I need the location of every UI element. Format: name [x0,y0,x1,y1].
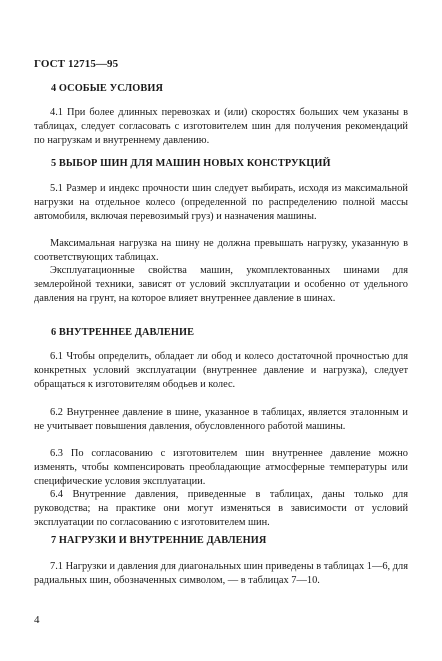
paragraph-4-1: 4.1 При более длинных перевозках и (или) скоростях больших чем указаны в таблицах, следует согласовать с изготовителем шин для получения рекомендаций по нагрузкам и внутреннему давлению. [34,107,408,146]
paragraph-5-2: Максимальная нагрузка на шину не должна превышать нагрузку, указанную в соответствующих таблицах. [34,238,408,263]
paragraph-7-1: 7.1 Нагрузки и давления для диагональных шин приведены в таблицах 1—6, для радиальных шин, обозначенных символом, — в таблицах 7—10. [34,561,408,586]
section-5-title: 5 ВЫБОР ШИН ДЛЯ МАШИН НОВЫХ КОНСТРУКЦИЙ [51,158,331,169]
paragraph-6-1: 6.1 Чтобы определить, обладает ли обод и колесо достаточной прочностью для конкретных условий эксплуатации (внутреннее давление и нагрузка), следует обращаться к изготовителям ободьев и колес. [34,351,408,390]
page-number: 4 [34,614,40,626]
paragraph-6-2: 6.2 Внутреннее давление в шине, указанное в таблицах, является эталонным и не учитывает повышения давления, обусловленного работой машины. [34,407,408,432]
paragraph-5-3: Эксплуатационные свойства машин, укомплектованных шинами для землеройной техники, зависят от условий эксплуатации и особенно от удельного давления на грунт, на которое влияет внутреннее давление в шинах. [34,265,408,304]
section-7-title: 7 НАГРУЗКИ И ВНУТРЕННИЕ ДАВЛЕНИЯ [51,535,267,546]
document-header: ГОСТ 12715—95 [34,58,119,70]
section-6-title: 6 ВНУТРЕННЕЕ ДАВЛЕНИЕ [51,327,195,338]
paragraph-5-1: 5.1 Размер и индекс прочности шин следует выбирать, исходя из максимальной нагрузки на отдельное колесо (определенной по распределению полной массы автомобиля, включая перевозимый груз) и назначения машины. [34,183,408,222]
section-4-title: 4 ОСОБЫЕ УСЛОВИЯ [51,83,163,94]
paragraph-6-4: 6.4 Внутренние давления, приведенные в таблицах, даны только для руководства; на практике они могут изменяться в зависимости от условий эксплуатации по согласованию с изготовителем шин. [34,489,408,528]
paragraph-6-3: 6.3 По согласованию с изготовителем шин внутреннее давление можно изменять, чтобы компенсировать преобладающие атмосферные температуры или специфические условия эксплуатации. [34,448,408,487]
